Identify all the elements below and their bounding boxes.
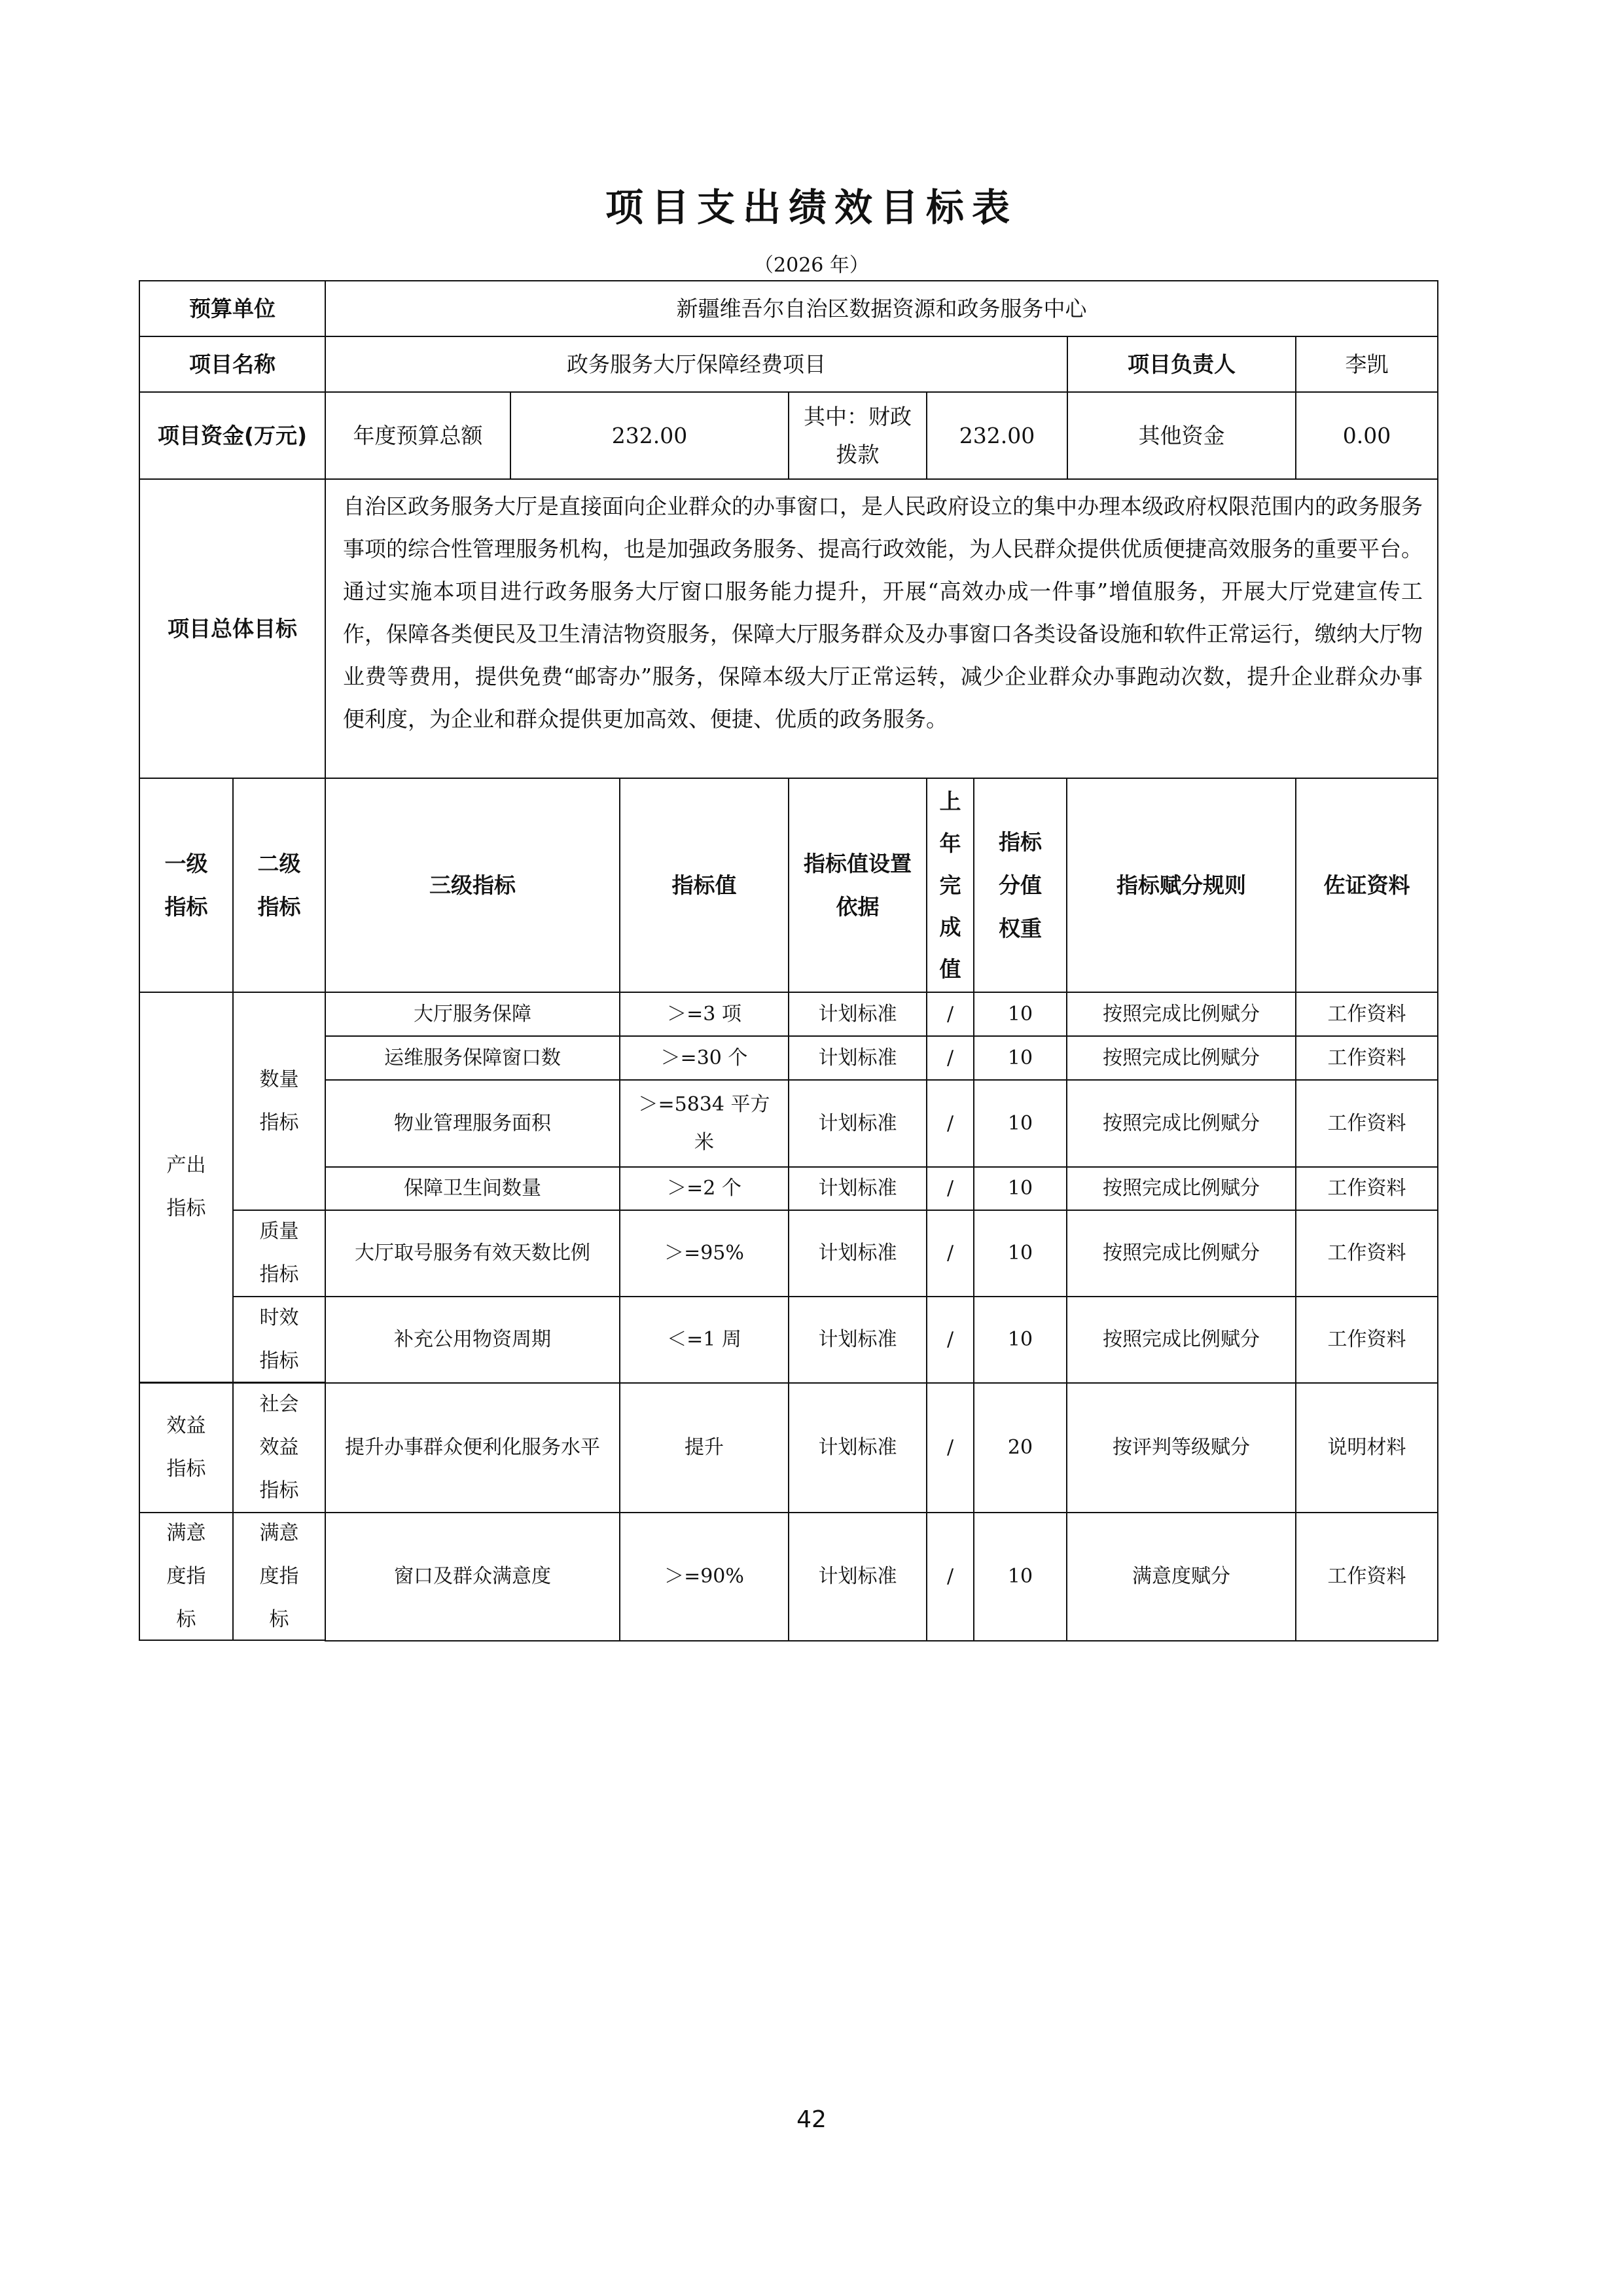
indicator-evidence: 工作资料 xyxy=(1295,1035,1438,1081)
indicator-last-year: / xyxy=(926,1079,974,1168)
budget-unit-label: 预算单位 xyxy=(139,280,326,337)
indicator-weight: 10 xyxy=(973,1296,1067,1384)
indicator-weight: 10 xyxy=(973,992,1067,1037)
header-level1: 一级指标 xyxy=(139,778,234,993)
indicator-rule: 按照完成比例赋分 xyxy=(1066,1210,1296,1297)
indicator-name: 运维服务保障窗口数 xyxy=(325,1035,620,1081)
indicator-name: 补充公用物资周期 xyxy=(325,1296,620,1384)
indicator-last-year: / xyxy=(926,1210,974,1297)
indicator-evidence: 工作资料 xyxy=(1295,1079,1438,1168)
indicator-evidence: 说明材料 xyxy=(1295,1382,1438,1513)
project-name-label: 项目名称 xyxy=(139,336,326,393)
indicator-name: 窗口及群众满意度 xyxy=(325,1512,620,1641)
indicator-name: 大厅取号服务有效天数比例 xyxy=(325,1210,620,1297)
project-funds-label: 项目资金(万元) xyxy=(139,391,326,480)
indicator-evidence: 工作资料 xyxy=(1295,1166,1438,1211)
indicator-value: 提升 xyxy=(619,1382,789,1513)
project-owner-value: 李凯 xyxy=(1295,336,1438,393)
performance-target-table xyxy=(139,281,1438,1641)
fiscal-allocation-label: 其中：财政拨款 xyxy=(788,391,927,480)
indicator-rule: 按照完成比例赋分 xyxy=(1066,1079,1296,1168)
indicator-last-year: / xyxy=(926,992,974,1037)
indicator-weight: 10 xyxy=(973,1512,1067,1641)
page-title: 项目支出绩效目标表 xyxy=(605,185,1018,230)
indicator-basis: 计划标准 xyxy=(788,1512,927,1641)
indicator-name: 保障卫生间数量 xyxy=(325,1166,620,1211)
subgroup-quantity: 数量指标 xyxy=(232,992,326,1211)
subgroup-timeliness: 时效指标 xyxy=(232,1296,326,1383)
group-satisfaction: 满意度指标 xyxy=(139,1512,234,1641)
indicator-basis: 计划标准 xyxy=(788,992,927,1037)
indicator-basis: 计划标准 xyxy=(788,1079,927,1168)
indicator-weight: 10 xyxy=(973,1035,1067,1081)
indicator-name: 大厅服务保障 xyxy=(325,992,620,1037)
indicator-last-year: / xyxy=(926,1166,974,1211)
annual-total-value: 232.00 xyxy=(510,391,789,480)
indicator-weight: 10 xyxy=(973,1166,1067,1211)
header-basis: 指标值设置依据 xyxy=(788,778,927,993)
subgroup-satisfaction: 满意度指标 xyxy=(232,1512,326,1641)
indicator-value: ＜=1 周 xyxy=(619,1296,789,1384)
page-number: 42 xyxy=(796,2106,827,2133)
indicator-last-year: / xyxy=(926,1382,974,1513)
header-evidence: 佐证资料 xyxy=(1295,778,1438,993)
fiscal-allocation-value: 232.00 xyxy=(926,391,1068,480)
header-last-year: 上年完成值 xyxy=(926,778,974,993)
group-benefit: 效益指标 xyxy=(139,1382,234,1513)
indicator-basis: 计划标准 xyxy=(788,1166,927,1211)
budget-unit-value: 新疆维吾尔自治区数据资源和政务服务中心 xyxy=(325,280,1438,337)
indicator-value: ＞=95% xyxy=(619,1210,789,1297)
subgroup-quality: 质量指标 xyxy=(232,1210,326,1297)
indicator-rule: 按照完成比例赋分 xyxy=(1066,1296,1296,1384)
indicator-rule: 按照完成比例赋分 xyxy=(1066,1035,1296,1081)
other-funds-value: 0.00 xyxy=(1295,391,1438,480)
project-name-value: 政务服务大厅保障经费项目 xyxy=(325,336,1068,393)
indicator-last-year: / xyxy=(926,1035,974,1081)
annual-total-label: 年度预算总额 xyxy=(325,391,511,480)
indicator-name: 提升办事群众便利化服务水平 xyxy=(325,1382,620,1513)
indicator-rule: 按照完成比例赋分 xyxy=(1066,992,1296,1037)
indicator-weight: 10 xyxy=(973,1210,1067,1297)
indicator-evidence: 工作资料 xyxy=(1295,1512,1438,1641)
overall-goal-label: 项目总体目标 xyxy=(139,478,326,779)
indicator-basis: 计划标准 xyxy=(788,1296,927,1384)
header-level3: 三级指标 xyxy=(325,778,620,993)
indicator-evidence: 工作资料 xyxy=(1295,1296,1438,1384)
group-output: 产出指标 xyxy=(139,992,234,1383)
indicator-basis: 计划标准 xyxy=(788,1382,927,1513)
indicator-last-year: / xyxy=(926,1296,974,1384)
indicator-value: ＞=2 个 xyxy=(619,1166,789,1211)
year-subtitle: （2026 年） xyxy=(754,254,869,277)
indicator-rule: 按照完成比例赋分 xyxy=(1066,1166,1296,1211)
header-weight: 指标分值权重 xyxy=(973,778,1067,993)
indicator-rule: 按评判等级赋分 xyxy=(1066,1382,1296,1513)
header-level2: 二级指标 xyxy=(232,778,326,993)
other-funds-label: 其他资金 xyxy=(1067,391,1296,480)
indicator-evidence: 工作资料 xyxy=(1295,992,1438,1037)
indicator-name: 物业管理服务面积 xyxy=(325,1079,620,1168)
indicator-last-year: / xyxy=(926,1512,974,1641)
indicator-value: ＞=90% xyxy=(619,1512,789,1641)
overall-goal-text: 自治区政务服务大厅是直接面向企业群众的办事窗口，是人民政府设立的集中办理本级政府权限范围内的政务服务事项的综合性管理服务机构，也是加强政务服务、提高行政效能，为人民群众提供优质便捷高效服务的重要平台。通过实施本项目进行政务服务大厅窗口服务能力提升，开展“高效办成一件事”增值服务，开展大厅党建宣传工作，保障各类便民及卫生清洁物资服务，保障大厅服务群众及办事窗口各类设备设施和软件正常运行，缴纳大厅物业费等费用，提供免费“邮寄办”服务，保障本级大厅正常运转，减少企业群众办事跑动次数，提升企业群众办事便利度，为企业和群众提供更加高效、便捷、优质的政务服务。 xyxy=(325,478,1438,779)
header-value: 指标值 xyxy=(619,778,789,993)
indicator-basis: 计划标准 xyxy=(788,1210,927,1297)
indicator-evidence: 工作资料 xyxy=(1295,1210,1438,1297)
indicator-rule: 满意度赋分 xyxy=(1066,1512,1296,1641)
indicator-weight: 20 xyxy=(973,1382,1067,1513)
project-owner-label: 项目负责人 xyxy=(1067,336,1296,393)
indicator-value: ＞=3 项 xyxy=(619,992,789,1037)
indicator-basis: 计划标准 xyxy=(788,1035,927,1081)
subgroup-social-benefit: 社会效益指标 xyxy=(232,1382,326,1513)
indicator-value: ＞=30 个 xyxy=(619,1035,789,1081)
indicator-value: ＞=5834 平方米 xyxy=(619,1079,789,1168)
indicator-weight: 10 xyxy=(973,1079,1067,1168)
header-rule: 指标赋分规则 xyxy=(1066,778,1296,993)
